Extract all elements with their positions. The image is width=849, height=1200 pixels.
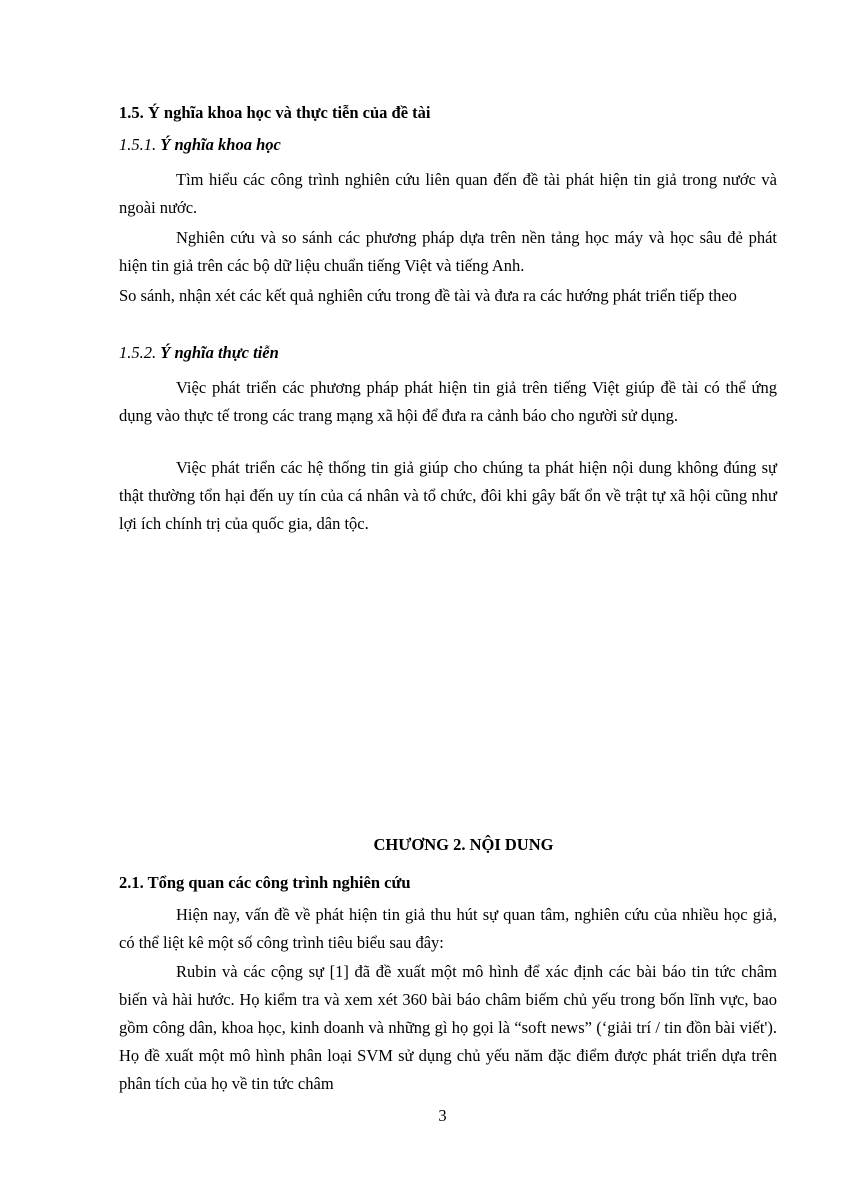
chapter-title: CHƯƠNG 2. NỘI DUNG: [373, 835, 554, 854]
paragraph: Hiện nay, vấn đề về phát hiện tin giả thu hút sự quan tâm, nghiên cứu của nhiều học giả, có thể liệt kê một số công trình tiêu biểu sau đây:: [119, 905, 777, 952]
subsection-heading-1-5-2: [119, 339, 777, 367]
paragraph: Tìm hiểu các công trình nghiên cứu liên quan đến đề tài phát hiện tin giả trong nước và ngoài nước.: [119, 170, 777, 217]
section-heading-2-1: 2.1. Tổng quan các công trình nghiên cứu: [119, 873, 411, 892]
paragraph: Rubin và các cộng sự [1] đã đề xuất một mô hình để xác định các bài báo tin tức châm biến và hài hước. Họ kiểm tra và xem xét 360 bài báo châm biếm chủ yếu trong bốn lĩnh vực, bao gồm công dân, khoa học, kinh doanh và những gì họ gọi là “soft news” (‘giải trí / tin đồn bài viết'). Họ đề xuất một mô hình phân loại SVM sử dụng chủ yếu năm đặc điểm được phát triển dựa trên phân tích của họ về tin tức châm: [119, 962, 777, 1093]
subsection-title: Ý nghĩa khoa học: [160, 135, 281, 154]
subsection-number: 1.5.2.: [119, 343, 157, 362]
paragraph: Việc phát triển các hệ thống tin giả giúp cho chúng ta phát hiện nội dung không đúng sự thật thường tổn hại đến uy tín của cá nhân và tổ chức, đôi khi gây bất ổn về trật tự xã hội cũng như lợi ích chính trị của quốc gia, dân tộc.: [119, 458, 777, 533]
paragraph: So sánh, nhận xét các kết quả nghiên cứu trong đề tài và đưa ra các hướng phát triển tiếp theo: [119, 286, 737, 305]
subsection-heading-1-5-1: [119, 131, 777, 159]
section-heading-1-5: 1.5. Ý nghĩa khoa học và thực tiễn của đề tài: [119, 103, 431, 122]
paragraph: Việc phát triển các phương pháp phát hiện tin giả trên tiếng Việt giúp đề tài có thể ứng dụng vào thực tế trong các trang mạng xã hội để đưa ra cảnh báo cho người sử dụng.: [119, 378, 777, 425]
page-number: 3: [438, 1106, 447, 1125]
subsection-number: 1.5.1.: [119, 135, 157, 154]
subsection-title: Ý nghĩa thực tiễn: [160, 343, 279, 362]
paragraph: Nghiên cứu và so sánh các phương pháp dựa trên nền tảng học máy và học sâu đẻ phát hiện tin giả trên các bộ dữ liệu chuẩn tiếng Việt và tiếng Anh.: [119, 228, 777, 275]
